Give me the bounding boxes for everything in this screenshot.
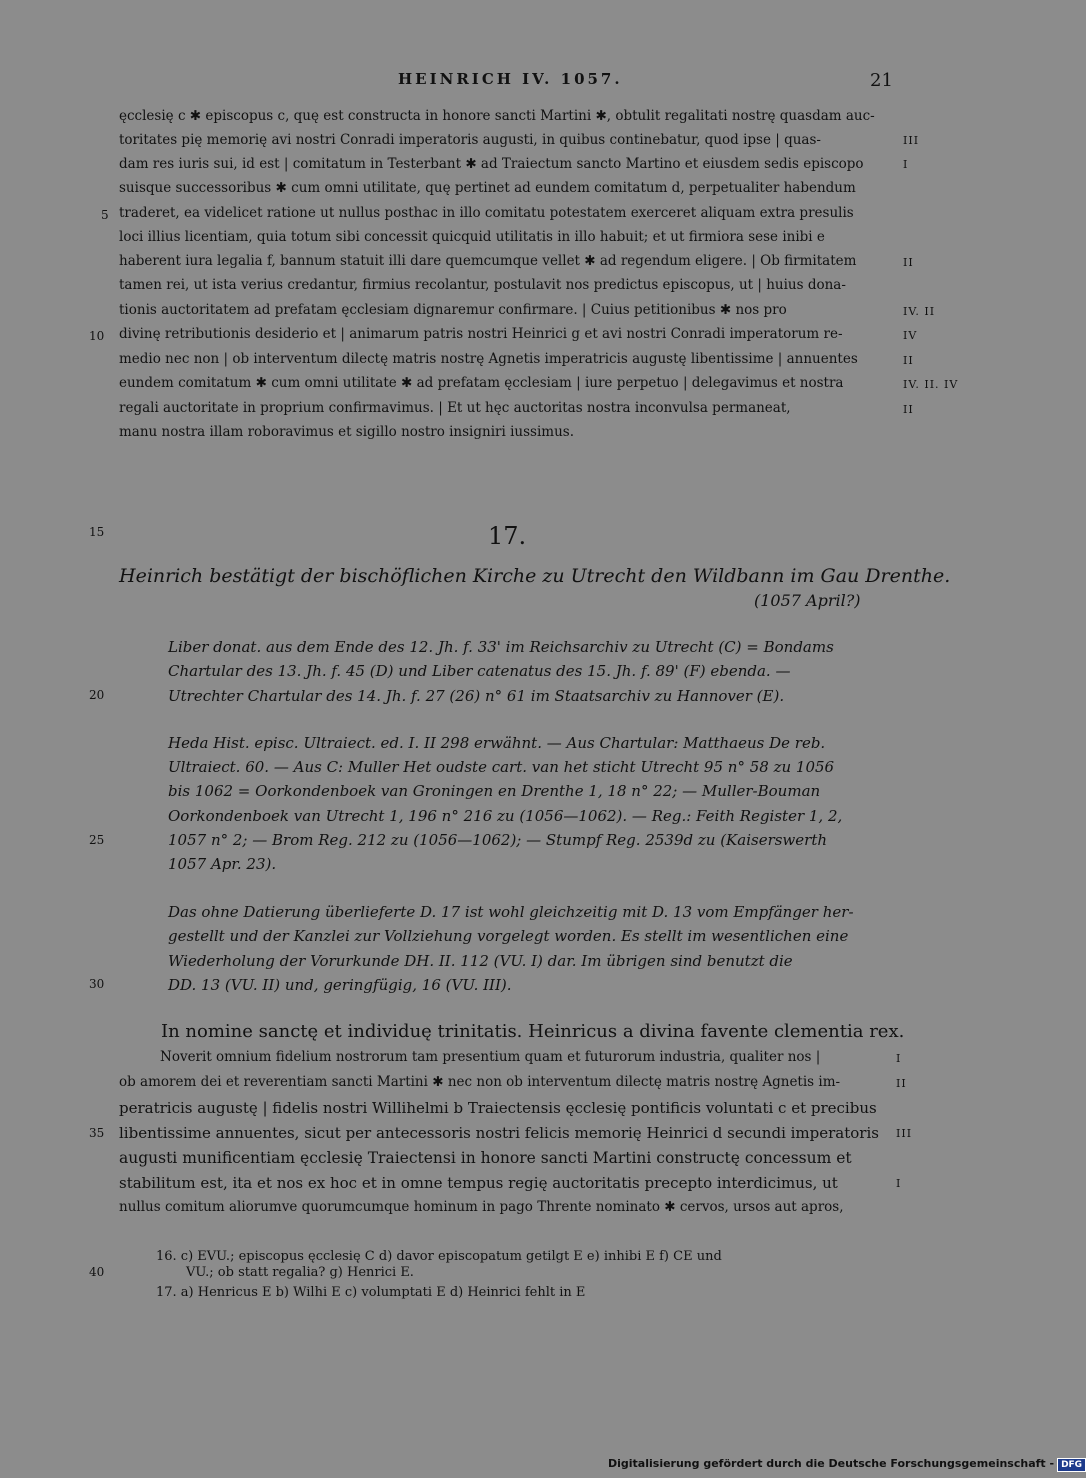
margin-siglum: I (903, 158, 909, 171)
invocatio: In nomine sanctę et individuę trinitatis. Heinricus a divina favente clementia rex. (161, 1021, 905, 1042)
footnote-line: 16. c) EVU.; episcopus ęcclesię C d) davor episcopatum getilgt E e) inhibi E f) CE und (156, 1249, 722, 1264)
line-number: 35 (89, 1126, 105, 1140)
document-date: (1057 April?) (754, 591, 861, 610)
text-line: regali auctoritate in proprium confirmavimus. | Et ut hęc auctoritas nostra inconvulsa permaneat, (119, 400, 791, 416)
text-line: stabilitum est, ita et nos ex hoc et in omne tempus regię auctoritatis precepto interdicimus, ut (119, 1174, 838, 1192)
commentary-line: DD. 13 (VU. II) und, geringfügig, 16 (VU. III). (168, 976, 512, 994)
literature-line: bis 1062 = Oorkondenboek van Groningen en Drenthe 1, 18 n° 22; — Muller-Bouman (168, 782, 821, 800)
commentary-line: Wiederholung der Vorurkunde DH. II. 112 (VU. I) dar. Im übrigen sind benutzt die (168, 952, 793, 970)
line-number: 25 (89, 833, 105, 847)
literature-line: 1057 Apr. 23). (168, 855, 277, 873)
margin-siglum: III (896, 1127, 913, 1140)
line-number: 10 (89, 329, 105, 343)
literature-line: Ultraiect. 60. — Aus C: Muller Het oudste cart. van het sticht Utrecht 95 n° 58 zu 1056 (168, 758, 835, 776)
margin-siglum: II (903, 256, 914, 269)
literature-line: Oorkondenboek van Utrecht 1, 196 n° 216 zu (1056—1062). — Reg.: Feith Register 1, 2, (168, 807, 843, 825)
text-line: libentissime annuentes, sicut per antecessoris nostri felicis memorię Heinrici d secundi imperatoris (119, 1124, 879, 1142)
text-line: toritates pię memorię avi nostri Conradi imperatoris augusti, in quibus continebatur, quod ipse | quas- (119, 132, 821, 148)
text-line: medio nec non | ob interventum dilectę matris nostrę Agnetis imperatricis augustę libentissime | annuentes (119, 351, 858, 367)
text-line: nullus comitum aliorumve quorumcumque hominum in pago Thrente nominato ✱ cervos, ursos aut apros, (119, 1199, 844, 1215)
margin-siglum: IV. II. IV (903, 378, 959, 391)
commentary-line: gestellt und der Kanzlei zur Vollziehung vorgelegt worden. Es stellt im wesentlichen eine (168, 927, 849, 945)
margin-siglum: II (903, 403, 914, 416)
margin-siglum: II (903, 354, 914, 367)
running-title: HEINRICH IV. 1057. (398, 70, 623, 88)
line-number: 40 (89, 1265, 105, 1279)
text-line: divinę retributionis desiderio et | animarum patris nostri Heinrici g et avi nostri Conradi imperatorum re- (119, 326, 843, 342)
margin-siglum: I (896, 1177, 902, 1190)
document-number: 17. (488, 522, 527, 550)
text-line: tionis auctoritatem ad prefatam ęcclesiam dignaremur confirmare. | Cuius petitionibus ✱ nos pro (119, 302, 787, 318)
margin-siglum: IV (903, 329, 918, 342)
commentary-line: Das ohne Datierung überlieferte D. 17 ist wohl gleichzeitig mit D. 13 vom Empfänger her- (168, 903, 854, 921)
margin-siglum: IV. II (903, 305, 936, 318)
text-line: Noverit omnium fidelium nostrorum tam presentium quam et futurorum industria, qualiter nos | (160, 1049, 821, 1065)
line-number: 5 (101, 208, 109, 222)
digitization-footer (608, 1457, 1086, 1472)
footnote-line: 17. a) Henricus E b) Wilhi E c) volumptati E d) Heinrici fehlt in E (156, 1285, 586, 1300)
line-number: 20 (89, 688, 105, 702)
text-line: augusti munificentiam ęcclesię Traiectensi in honore sancti Martini constructę concessum et (119, 1149, 852, 1167)
line-number: 15 (89, 525, 105, 539)
text-line: manu nostra illam roboravimus et sigillo nostro insigniri iussimus. (119, 424, 574, 440)
text-line: tamen rei, ut ista verius credantur, firmius recolantur, postulavit nos predictus episcopus, ut | huius dona- (119, 277, 846, 293)
text-line: dam res iuris sui, id est | comitatum in Testerbant ✱ ad Traiectum sancto Martino et eiusdem sedis episcopo (119, 156, 864, 172)
dfg-logo: DFG (1057, 1458, 1086, 1472)
source-line: Chartular des 13. Jh. f. 45 (D) und Liber catenatus des 15. Jh. f. 89' (F) ebenda. — (168, 662, 791, 680)
source-line: Liber donat. aus dem Ende des 12. Jh. f. 33' im Reichsarchiv zu Utrecht (C) = Bondams (168, 638, 834, 656)
text-line: suisque successoribus ✱ cum omni utilitate, quę pertinet ad eundem comitatum d, perpetualiter habendum (119, 180, 856, 196)
literature-line: Heda Hist. episc. Ultraiect. ed. I. II 298 erwähnt. — Aus Chartular: Matthaeus De reb. (168, 734, 826, 752)
margin-siglum: II (896, 1077, 907, 1090)
page-number: 21 (870, 70, 893, 91)
text-line: haberent iura legalia f, bannum statuit illi dare quemcumque vellet ✱ ad regendum eligere. | Ob firmitatem (119, 253, 857, 269)
text-line: ob amorem dei et reverentiam sancti Martini ✱ nec non ob interventum dilectę matris nostrę Agnetis im- (119, 1074, 841, 1090)
line-number: 30 (89, 977, 105, 991)
margin-siglum: III (903, 134, 920, 147)
literature-line: 1057 n° 2; — Brom Reg. 212 zu (1056—1062); — Stumpf Reg. 2539d zu (Kaiserswerth (168, 831, 828, 849)
text-line: peratricis augustę | fidelis nostri Willihelmi b Traiectensis ęcclesię pontificis voluntati c et precibus (119, 1099, 877, 1117)
margin-siglum: I (896, 1052, 902, 1065)
document-title: Heinrich bestätigt der bischöflichen Kirche zu Utrecht den Wildbann im Gau Drenthe. (119, 565, 951, 587)
footnote-line: VU.; ob statt regalia? g) Henrici E. (186, 1265, 414, 1280)
source-line: Utrechter Chartular des 14. Jh. f. 27 (26) n° 61 im Staatsarchiv zu Hannover (E). (168, 687, 785, 705)
text-line: traderet, ea videlicet ratione ut nullus posthac in illo comitatu potestatem exerceret aliquam extra presulis (119, 205, 854, 221)
footer-text: Digitalisierung gefördert durch die Deutsche Forschungsgemeinschaft - (608, 1457, 1055, 1470)
text-line: loci illius licentiam, quia totum sibi concessit quicquid utilitatis in illo habuit; et ut firmiora sese inibi e (119, 229, 825, 245)
text-line: eundem comitatum ✱ cum omni utilitate ✱ ad prefatam ęcclesiam | iure perpetuo | delegavimus et nostra (119, 375, 844, 391)
text-line: ęcclesię c ✱ episcopus c, quę est constructa in honore sancti Martini ✱, obtulit regalitati nostrę quasdam auc- (119, 108, 875, 124)
